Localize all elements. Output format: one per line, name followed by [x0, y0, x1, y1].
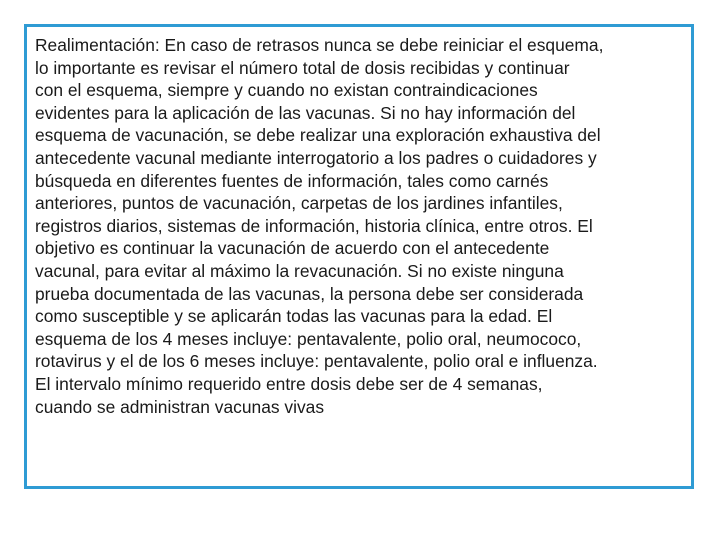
text-box — [24, 24, 694, 489]
body-paragraph: Realimentación: En caso de retrasos nunca se debe reiniciar el esquema, lo importante es revisar el número total de dosis recibidas y continuar con el esquema, siempre y cuando no existan contraindicaciones evidentes para la aplicación de las vacunas. Si no hay información del esquema de vacunación, se debe realizar una exploración exhaustiva del antecedente vacunal mediante interrogatorio a los padres o cuidadores y búsqueda en diferentes fuentes de información, tales como carnés anteriores, puntos de vacunación, carpetas de los jardines infantiles, registros diarios, sistemas de información, historia clínica, entre otros. El objetivo es continuar la vacunación de acuerdo con el antecedente vacunal, para evitar al máximo la revacunación. Si no existe ninguna prueba documentada de las vacunas, la persona debe ser considerada como susceptible y se aplicarán todas las vacunas para la edad. El esquema de los 4 meses incluye: pentavalente, polio oral, neumococo, rotavirus y el de los 6 meses incluye: pentavalente, polio oral e influenza. El intervalo mínimo requerido entre dosis debe ser de 4 semanas, cuando se administran vacunas vivas — [35, 35, 604, 417]
